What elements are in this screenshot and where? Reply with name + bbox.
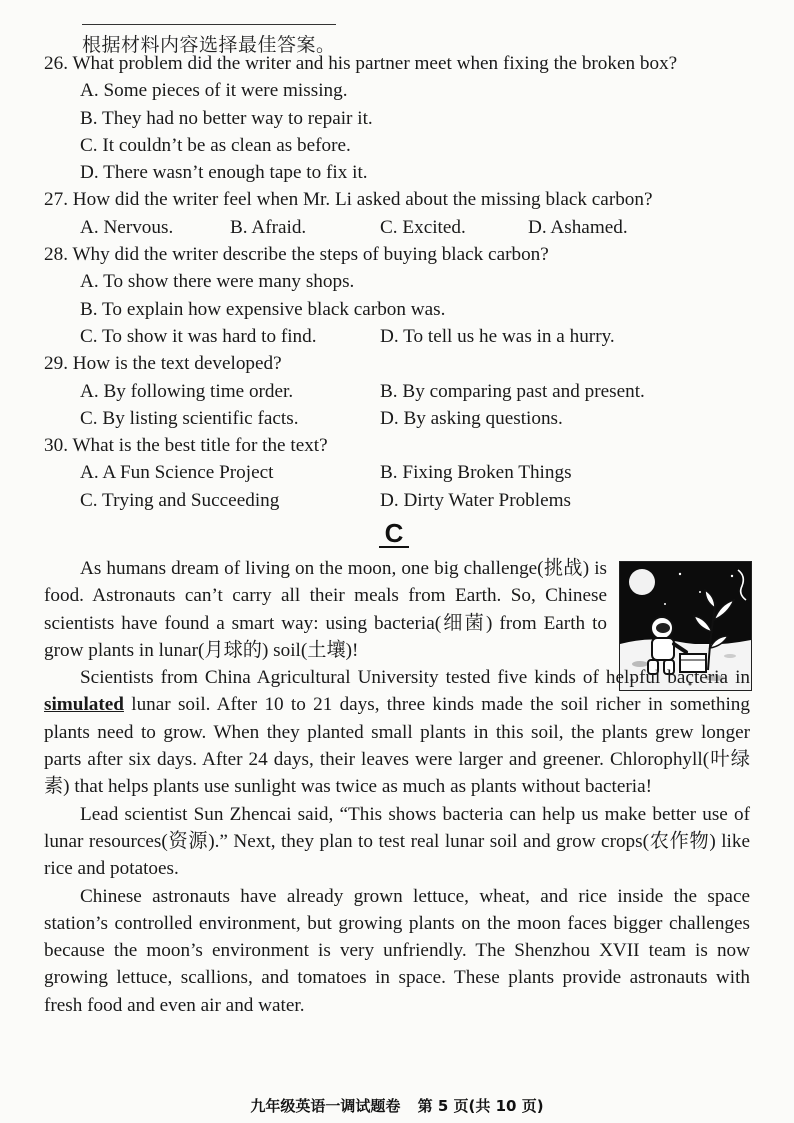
question-30: [44, 432, 764, 514]
question-stem: 28. Why did the writer describe the steps of buying black carbon?: [44, 244, 549, 266]
paragraph-2: Scientists from China Agricultural University tested five kinds of helpful bacteria in simulated lunar soil. After 10 to 21 days, three kinds made the soil richer in something plants need to grow. When they planted small plants in this soil, the plants grew longer parts after six days. After 24 days, their leaves were larger and greener. Chlorophyll(叶绿素) that helps plants use sunlight was twice as much as plants without bacteria!: [44, 667, 750, 798]
question-29: [44, 350, 764, 432]
underlined-word: simulated: [44, 694, 124, 716]
exam-title: 九年级英语一调试题卷: [250, 1097, 401, 1115]
section-instruction: 根据材料内容选择最佳答案。: [82, 30, 336, 57]
option: B. By comparing past and present.: [380, 380, 645, 402]
option: D. There wasn’t enough tape to fix it.: [80, 162, 368, 184]
paragraph-3: Lead scientist Sun Zhencai said, “This shows bacteria can help us make better use of lunar resources(资源).” Next, they plan to test real lunar soil and grow crops(农作物) like rice and potatoes.: [44, 803, 750, 880]
paragraph-1: As humans dream of living on the moon, one big challenge(挑战) is food. Astronauts can’t carry all their meals from Earth. So, Chinese scientists have found a smart way: using bacteria(细菌) from Earth to grow plants in lunar(月球的) soil(土壤)!: [44, 558, 607, 661]
option: B. They had no better way to repair it.: [80, 107, 373, 129]
option: C. Trying and Succeeding: [80, 489, 280, 511]
question-stem: 30. What is the best title for the text?: [44, 435, 328, 457]
option: A. Some pieces of it were missing.: [80, 80, 348, 102]
option: C. By listing scientific facts.: [80, 407, 299, 429]
option: A. By following time order.: [80, 380, 294, 402]
reading-passage: [44, 555, 750, 1019]
question-26: [44, 50, 764, 186]
option: D. To tell us he was in a hurry.: [380, 325, 615, 347]
section-heading: C: [377, 520, 411, 546]
paragraph-4: Chinese astronauts have already grown lettuce, wheat, and rice inside the space station’s controlled environment, but growing plants on the moon faces bigger challenges because the moon’s environment is very unfriendly. The Shenzhou XVII team is now growing lettuce, scallions, and tomatoes in space. These plants provide astronauts with fresh food and even air and water.: [44, 885, 750, 1016]
option: A. A Fun Science Project: [80, 462, 274, 484]
option: A. To show there were many shops.: [80, 271, 355, 293]
option: B. Fixing Broken Things: [380, 462, 572, 484]
option: B. To explain how expensive black carbon was.: [80, 298, 446, 320]
option: D. Ashamed.: [528, 216, 628, 238]
option: D. Dirty Water Problems: [380, 489, 572, 511]
page-footer: [0, 1095, 794, 1116]
option: C. Excited.: [380, 216, 466, 238]
option: D. By asking questions.: [380, 407, 563, 429]
option: A. Nervous.: [80, 216, 174, 238]
question-stem: 26. What problem did the writer and his partner meet when fixing the broken box?: [44, 53, 678, 74]
option: C. It couldn’t be as clean as before.: [80, 134, 351, 156]
page-number: 第 5 页(共 10 页): [417, 1097, 544, 1115]
option: B. Afraid.: [230, 216, 307, 238]
question-stem: 27. How did the writer feel when Mr. Li asked about the missing black carbon?: [44, 189, 653, 211]
question-list: [44, 50, 764, 514]
question-28: [44, 241, 764, 350]
question-stem: 29. How is the text developed?: [44, 353, 282, 375]
question-27: [44, 186, 764, 241]
option: C. To show it was hard to find.: [80, 325, 317, 347]
